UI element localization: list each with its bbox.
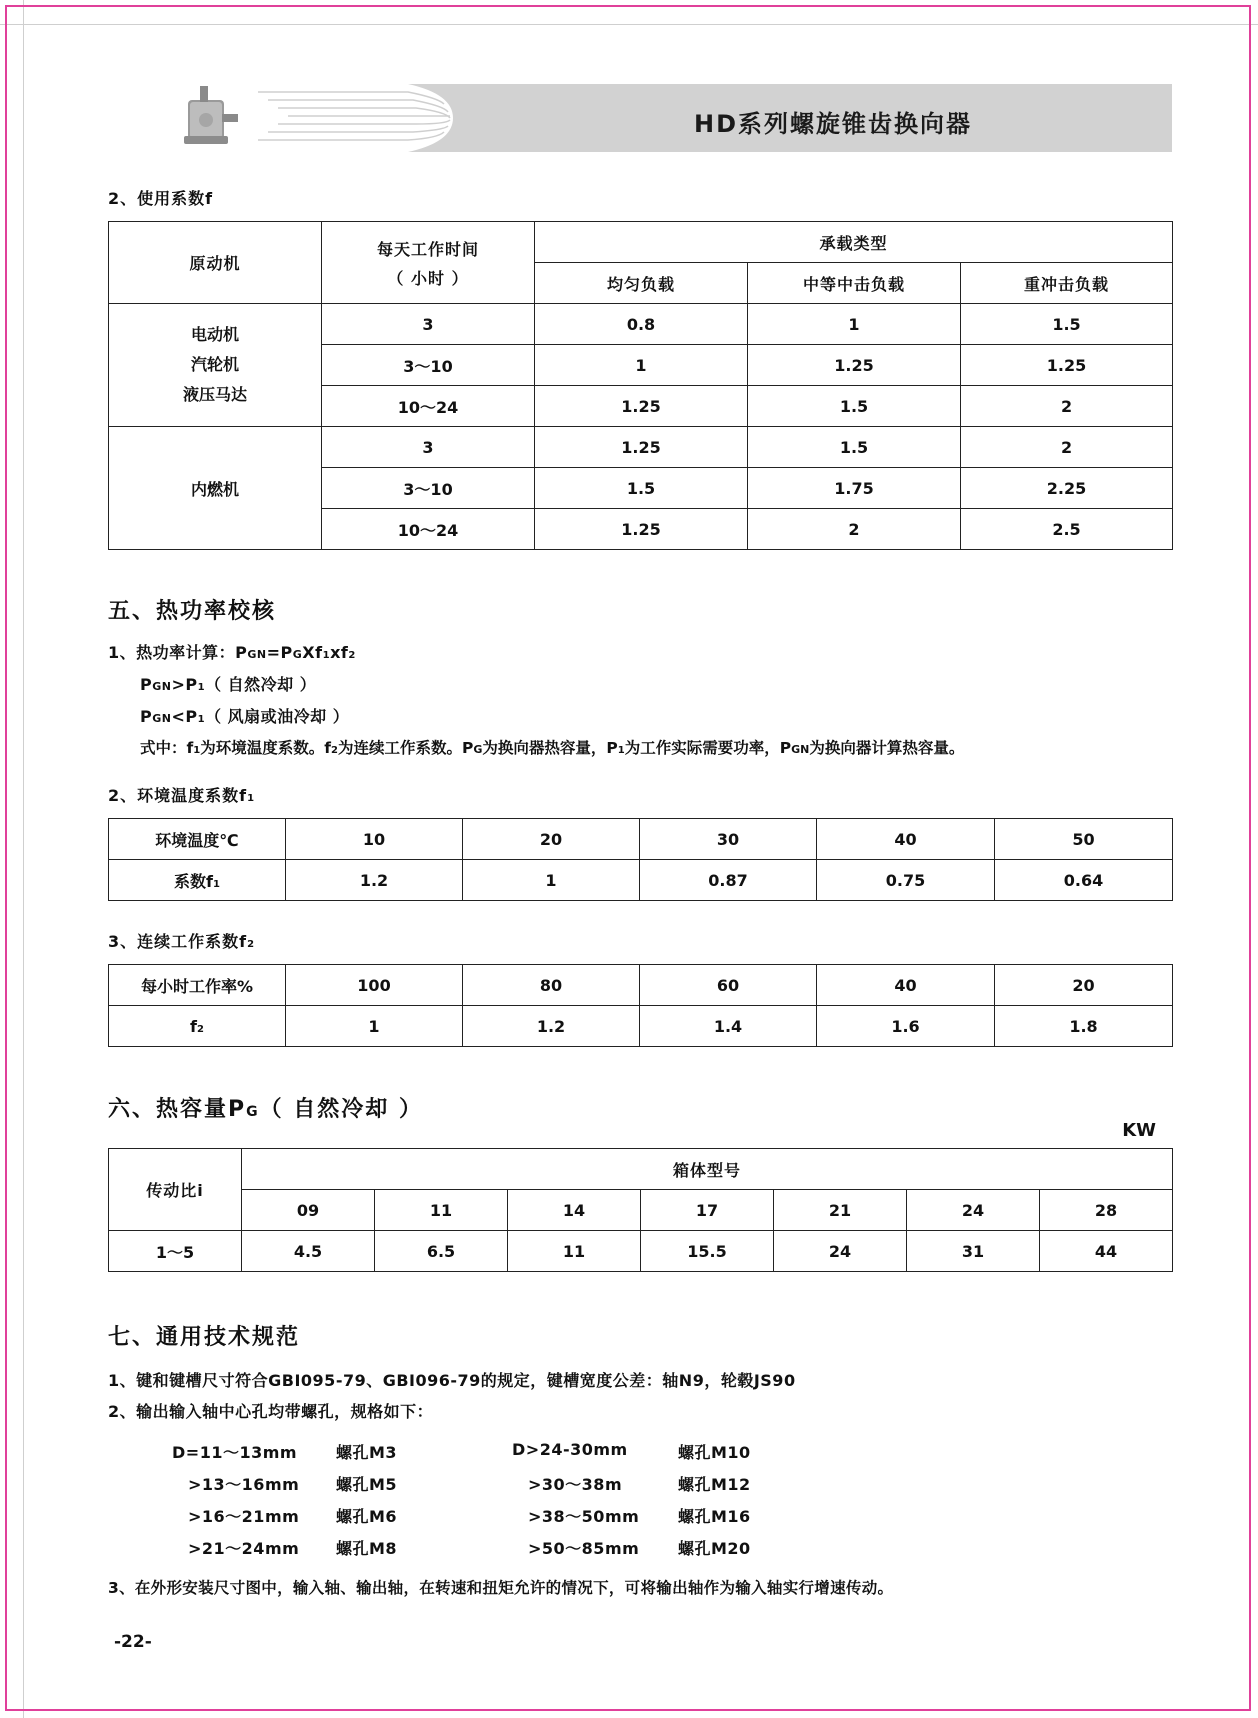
table-cell: 11 [508, 1231, 641, 1272]
table-cell: 1.5 [748, 427, 961, 468]
table-cell: 28 [1040, 1190, 1173, 1231]
usage-factor-table [108, 221, 1173, 550]
explain-part: 为连续工作系数。P [337, 739, 474, 757]
table-row [109, 304, 1173, 345]
table-cell: 1.5 [748, 386, 961, 427]
condition-part: >P [171, 675, 198, 694]
table-row [109, 1006, 1173, 1047]
table-cell: 09 [242, 1190, 375, 1231]
table-row [109, 819, 1173, 860]
env-temp-label: 环境温度℃ [109, 819, 286, 860]
cont-factor-title [108, 929, 255, 952]
condition-part: P [140, 675, 153, 694]
formula-part: 1、热功率计算：P [108, 643, 248, 662]
table-cell: 0.64 [995, 860, 1173, 901]
label-part: 系数f [174, 871, 213, 891]
table-cell: 0.8 [535, 304, 748, 345]
table-cell: 1.75 [748, 468, 961, 509]
env-factor-table [108, 818, 1173, 901]
label-subscript: 1 [213, 878, 220, 890]
table-cell: 3～10 [322, 345, 535, 386]
thermal-section-title: 五、热功率校核 [108, 599, 277, 624]
env-factor-title [108, 783, 255, 806]
explain-part: 为环境温度系数。f [200, 739, 331, 757]
table-cell: 1.6 [817, 1006, 995, 1047]
title-subscript: 2 [247, 939, 256, 950]
table-cell: 40 [817, 965, 995, 1006]
table-row [109, 860, 1173, 901]
thread-right-h-2: 螺孔M16 [678, 1507, 751, 1526]
thread-right-d-2: >38～50mm [528, 1507, 640, 1526]
table-cell: 2.25 [961, 468, 1173, 509]
explain-subscript: 1 [617, 745, 625, 756]
ratio-value: 1～5 [109, 1231, 242, 1272]
header-load-uniform: 均匀负载 [535, 263, 748, 304]
thermal-formula [108, 640, 356, 663]
thermal-condition-natural [140, 672, 316, 695]
page-number: -22- [114, 1632, 152, 1652]
thread-left-h-3: 螺孔M8 [336, 1539, 398, 1558]
formula-subscript: G [292, 648, 303, 661]
table-cell: 2 [961, 427, 1173, 468]
thread-left-d-1: >13～16mm [188, 1475, 300, 1494]
spec-item-1: 1、键和键槽尺寸符合GBI095-79、GBI096-79的规定，键槽宽度公差：轴N9，轮毂JS90 [108, 1371, 796, 1390]
table-cell: 1.5 [535, 468, 748, 509]
title-part: 六、热容量P [108, 1097, 247, 1122]
title-part: 3、连续工作系数f [108, 932, 248, 951]
table-cell: 1.4 [640, 1006, 817, 1047]
table-row [109, 965, 1173, 1006]
label-subscript: 2 [197, 1023, 204, 1035]
header-ratio: 传动比i [109, 1149, 242, 1231]
thread-right-d-1: >30～38m [528, 1475, 623, 1494]
table-cell: 24 [774, 1231, 907, 1272]
thread-right-d-3: >50～85mm [528, 1539, 640, 1558]
prime-mover-electric: 电动机 [190, 325, 239, 344]
table-cell: 1.25 [535, 509, 748, 550]
table-cell: 31 [907, 1231, 1040, 1272]
thread-right-h-0: 螺孔M10 [678, 1443, 751, 1462]
formula-part: xf [330, 643, 349, 662]
title-part: （ 自然冷却 ） [259, 1097, 423, 1122]
explain-subscript: GN [791, 743, 810, 756]
table-cell: 50 [995, 819, 1173, 860]
table-cell: 3 [322, 304, 535, 345]
header-prime-mover: 原动机 [109, 222, 322, 304]
cont-rate-label: 每小时工作率% [109, 965, 286, 1006]
header-daily-hours [322, 222, 535, 304]
formula-part: =P [266, 643, 293, 662]
table-row [109, 427, 1173, 468]
table-cell: 44 [1040, 1231, 1173, 1272]
table-cell: 1 [286, 1006, 463, 1047]
formula-subscript: 2 [348, 650, 356, 661]
thermal-condition-fan [140, 704, 349, 727]
table-cell: 6.5 [375, 1231, 508, 1272]
table-cell: 3～10 [322, 468, 535, 509]
thread-left-d-2: >16～21mm [188, 1507, 300, 1526]
table-cell: 60 [640, 965, 817, 1006]
formula-subscript: 1 [322, 650, 331, 661]
condition-part: P [140, 707, 153, 726]
table-cell: 20 [995, 965, 1173, 1006]
table-cell: 1.25 [961, 345, 1173, 386]
table-cell: 1.8 [995, 1006, 1173, 1047]
table-cell: 1 [535, 345, 748, 386]
table-cell: 40 [817, 819, 995, 860]
header-title: HD系列螺旋锥齿换向器 [693, 110, 972, 138]
explain-subscript: 1 [193, 745, 201, 756]
table-cell: 100 [286, 965, 463, 1006]
table-cell: 2 [748, 509, 961, 550]
table-cell: 30 [640, 819, 817, 860]
prime-mover-group-1 [109, 304, 322, 427]
condition-subscript: GN [152, 680, 172, 693]
table-cell: 2 [961, 386, 1173, 427]
spec-item-2: 2、输出输入轴中心孔均带螺孔，规格如下： [108, 1402, 434, 1421]
header-banner [108, 84, 1172, 152]
table-cell: 1.25 [748, 345, 961, 386]
explain-subscript: G [473, 743, 483, 756]
prime-mover-combustion: 内燃机 [109, 427, 322, 550]
prime-mover-turbine: 汽轮机 [190, 355, 239, 374]
table-cell: 3 [322, 427, 535, 468]
table-cell: 17 [641, 1190, 774, 1231]
table-cell: 11 [375, 1190, 508, 1231]
formula-subscript: GN [247, 648, 267, 661]
condition-part: （ 风扇或油冷却 ） [205, 707, 350, 726]
table-cell: 1 [748, 304, 961, 345]
table-cell: 10～24 [322, 386, 535, 427]
cont-factor-table [108, 964, 1173, 1047]
header-box-model: 箱体型号 [242, 1149, 1173, 1190]
table-cell: 1.2 [463, 1006, 640, 1047]
table-cell: 1.25 [535, 427, 748, 468]
capacity-section-title [108, 1092, 423, 1123]
table-cell: 24 [907, 1190, 1040, 1231]
explain-part: 式中：f [140, 739, 194, 757]
label-part: f [190, 1016, 197, 1036]
prime-mover-hydraulic: 液压马达 [182, 385, 247, 404]
header-daily-hours-line2: （ 小时 ） [387, 268, 469, 288]
thread-right-h-3: 螺孔M20 [678, 1539, 751, 1558]
env-factor-label [109, 860, 286, 901]
table-cell: 0.75 [817, 860, 995, 901]
table-cell: 20 [463, 819, 640, 860]
spec-section-title: 七、通用技术规范 [108, 1325, 301, 1350]
table-cell: 1.5 [961, 304, 1173, 345]
table-cell: 1.2 [286, 860, 463, 901]
table-cell: 10～24 [322, 509, 535, 550]
cont-factor-label [109, 1006, 286, 1047]
explain-part: 为换向器计算热容量。 [809, 739, 965, 757]
formula-part: Xf [302, 643, 323, 662]
thermal-explanation [140, 736, 964, 758]
condition-subscript: GN [152, 712, 172, 725]
table-row [109, 1190, 1173, 1231]
thread-left-h-2: 螺孔M6 [336, 1507, 398, 1526]
table-cell: 10 [286, 819, 463, 860]
explain-part: 为工作实际需要功率，P [624, 739, 792, 757]
header-load-medium: 中等中击负载 [748, 263, 961, 304]
condition-subscript: 1 [197, 714, 206, 725]
gearbox-image [170, 84, 240, 152]
condition-part: （ 自然冷却 ） [205, 675, 317, 694]
table-cell: 15.5 [641, 1231, 774, 1272]
table-cell: 21 [774, 1190, 907, 1231]
capacity-table [108, 1148, 1173, 1272]
explain-subscript: 2 [330, 745, 338, 756]
table-cell: 4.5 [242, 1231, 375, 1272]
thread-right-h-1: 螺孔M12 [678, 1475, 751, 1494]
thread-left-h-1: 螺孔M5 [336, 1475, 398, 1494]
thread-left-h-0: 螺孔M3 [336, 1443, 398, 1462]
thread-left-d-0: D=11～13mm [172, 1443, 298, 1462]
table-cell: 14 [508, 1190, 641, 1231]
condition-subscript: 1 [197, 682, 206, 693]
table-row [109, 1231, 1173, 1272]
explain-part: 为换向器热容量，P [482, 739, 618, 757]
thread-left-d-3: >21～24mm [188, 1539, 300, 1558]
table-cell: 2.5 [961, 509, 1173, 550]
thread-right-d-0: D>24-30mm [512, 1440, 628, 1459]
table-cell: 1.25 [535, 386, 748, 427]
title-subscript: 1 [247, 793, 256, 804]
title-part: 2、环境温度系数f [108, 786, 248, 805]
title-subscript: G [246, 1104, 260, 1120]
table-cell: 0.87 [640, 860, 817, 901]
header-daily-hours-line1: 每天工作时间 [376, 239, 479, 259]
capacity-unit: KW [1122, 1120, 1156, 1141]
spec-item-3: 3、在外形安装尺寸图中，输入轴、输出轴，在转速和扭矩允许的情况下，可将输出轴作为输入轴实行增速传动。 [108, 1579, 894, 1597]
usage-factor-title: 2、使用系数f [108, 189, 214, 208]
table-cell: 1 [463, 860, 640, 901]
header-load-heavy: 重冲击负载 [961, 263, 1173, 304]
condition-part: <P [171, 707, 198, 726]
table-cell: 80 [463, 965, 640, 1006]
header-load-type: 承载类型 [535, 222, 1173, 263]
